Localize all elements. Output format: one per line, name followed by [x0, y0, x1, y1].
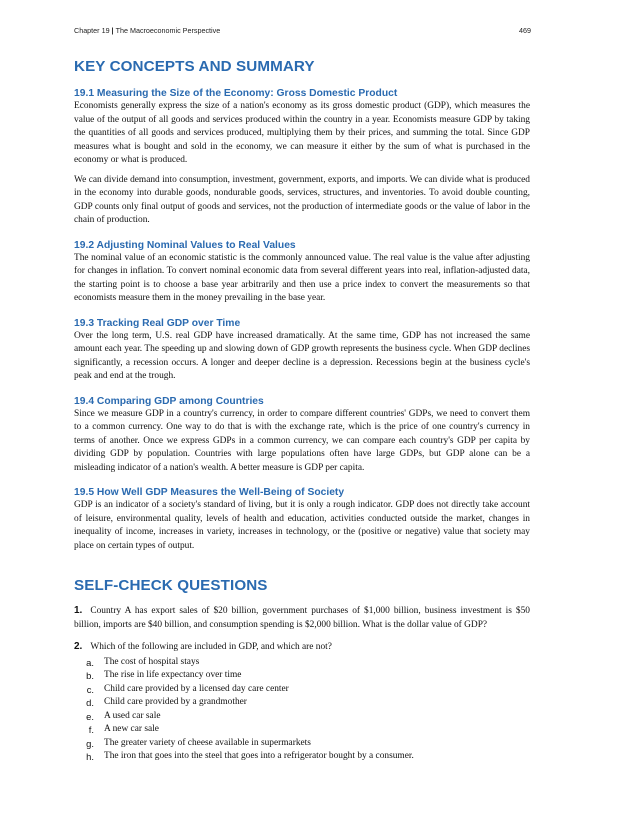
question-text: Country A has export sales of $20 billion, government purchases of $1,000 billion, business investment is $50 billion, imports are $40 billion, and consumption spending is $2,000 billion. What is the dollar value of GDP?: [74, 606, 530, 630]
chapter-number: Chapter 19: [74, 26, 110, 35]
chapter-label: Chapter 19 | The Macroeconomic Perspective: [74, 26, 221, 35]
option-text: A new car sale: [104, 724, 159, 734]
question-1: [74, 604, 530, 632]
option-letter: e.: [86, 710, 94, 722]
option-text: The greater variety of cheese available in supermarkets: [104, 737, 311, 748]
summary-section-19-4: [74, 396, 530, 476]
summary-section-19-2: [74, 240, 530, 306]
summary-section-19-5: [74, 487, 530, 553]
section-title: 19.5 How Well GDP Measures the Well-Being of Society: [74, 487, 345, 498]
list-item: [74, 683, 530, 697]
option-letter: f.: [88, 724, 94, 735]
option-text: Child care provided by a licensed day care center: [104, 683, 289, 694]
list-item: [74, 696, 530, 710]
section-paragraph: The nominal value of an economic statistic is the commonly announced value. The real value is the value after adjusting for changes in inflation. To convert nominal economic data from several different years into real, inflation-adjusted data, the starting point is to choose a base year arbitrarily and then use a price index to convert the measurements so that economists measure them in the money prevailing in the base year.: [74, 252, 530, 303]
list-item: [74, 723, 530, 737]
question-2: [74, 640, 530, 655]
option-letter: g.: [86, 737, 94, 749]
running-header: [74, 26, 531, 35]
list-item: [74, 750, 530, 764]
page-number: 469: [519, 26, 531, 35]
summary-section-19-1: [74, 88, 530, 228]
question-text: Which of the following are included in GDP, and which are not?: [90, 642, 332, 652]
option-text: The iron that goes into the steel that goes into a refrigerator bought by a consumer.: [104, 751, 414, 761]
option-letter: h.: [86, 751, 94, 762]
section-paragraph: Since we measure GDP in a country's currency, in order to compare different countries' GDPs, we need to convert them to a common currency. One way to do that is with the exchange rate, which is the price of one country's currency in terms of another. Once we express GDPs in a common currency, we can compare each country's GDP per capita by dividing GDP by population. Countries with large populations often have large GDPs, but GDP alone can be a misleading indicator of a nation's wealth. A better measure is GDP per capita.: [74, 408, 530, 473]
section-paragraph: GDP is an indicator of a society's standard of living, but it is only a rough indicator. GDP does not directly take account of leisure, environmental quality, levels of health and education, activities conducted outside the market, changes in inequality of income, increases in variety, increases in technology, or the (positive or negative) value that society may place on certain types of output.: [74, 500, 530, 551]
option-text: The cost of hospital stays: [104, 656, 200, 667]
chapter-title: The Macroeconomic Perspective: [115, 26, 221, 35]
option-letter: c.: [86, 683, 94, 695]
section-title: 19.1 Measuring the Size of the Economy: Gross Domestic Product: [74, 88, 398, 99]
option-letter: b.: [86, 670, 94, 681]
question-2-options: [74, 656, 530, 764]
question-number: 1.: [74, 605, 83, 616]
list-item: [74, 737, 530, 751]
list-item: [74, 710, 530, 724]
summary-section-19-3: [74, 318, 530, 384]
question-number: 2.: [74, 641, 83, 652]
section-title: 19.4 Comparing GDP among Countries: [74, 395, 264, 407]
option-text: Child care provided by a grandmother: [104, 697, 247, 707]
list-item: [74, 656, 530, 670]
summary-heading: KEY CONCEPTS AND SUMMARY: [74, 58, 315, 75]
section-paragraph: Over the long term, U.S. real GDP have increased dramatically. At the same time, GDP has not increased the same amount each year. The speeding up and slowing down of GDP growth represents the business cycle. When GDP declines significantly, a recession occurs. A longer and deeper decline is a depression. Recessions begin at the business cycle's peak and end at the trough.: [74, 330, 530, 381]
list-item: [74, 669, 530, 683]
option-letter: a.: [86, 656, 94, 668]
section-paragraph: We can divide demand into consumption, investment, government, exports, and imports. We can divide what is produced in the economy into durable goods, nondurable goods, services, structures, and inventories. To avoid double counting, GDP counts only final output of goods and services, not the production of intermediate goods or the value of labor in the chain of production.: [74, 174, 530, 225]
self-check-heading: SELF-CHECK QUESTIONS: [74, 577, 268, 594]
page-content: [74, 58, 530, 764]
option-text: A used car sale: [104, 710, 161, 721]
option-letter: d.: [86, 697, 94, 708]
option-text: The rise in life expectancy over time: [104, 670, 242, 680]
section-paragraph: Economists generally express the size of a nation's economy as its gross domestic product (GDP), which measures the value of the output of all goods and services produced within the country in a year. Economists measure GDP by taking the quantities of all goods and services produced, multiplying them by their prices, and summing the total. Since GDP measures what is bought and sold in the economy, we can measure it either by the sum of what is purchased in the economy or what is produced.: [74, 101, 530, 165]
section-title: 19.2 Adjusting Nominal Values to Real Values: [74, 239, 296, 251]
section-title: 19.3 Tracking Real GDP over Time: [74, 317, 241, 329]
